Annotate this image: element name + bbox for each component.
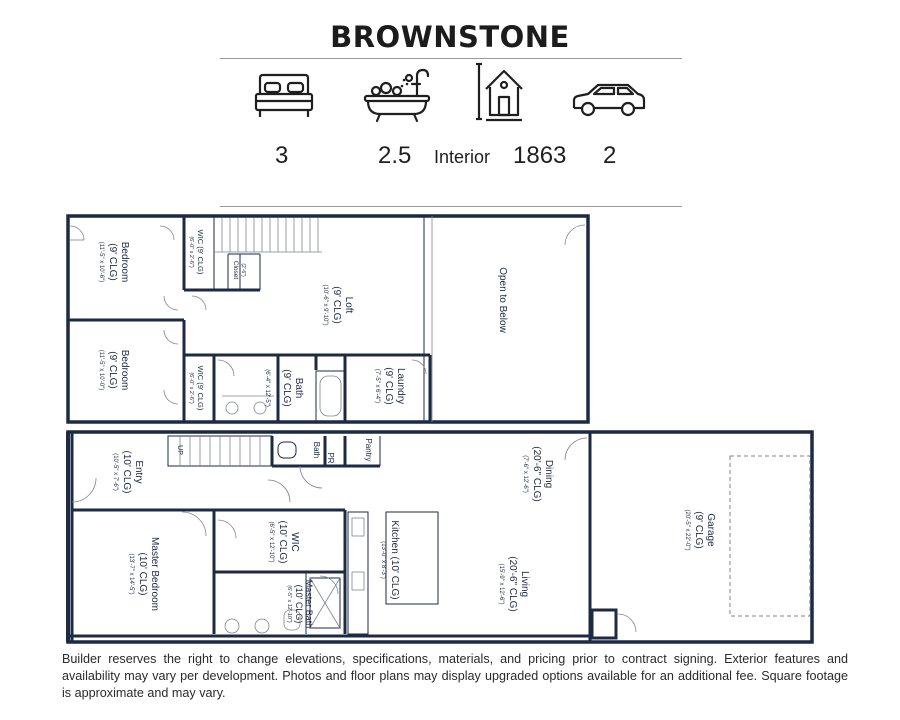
laundry-clg: (9' CLG) — [383, 367, 394, 405]
master-bedroom-dims: (13'-7" x 14'-5") — [128, 553, 134, 595]
wic-1-name: WIC (9' CLG) — [196, 229, 205, 275]
lower-wic-name: WIC — [289, 532, 300, 552]
plan-title: BROWNSTONE — [330, 20, 570, 54]
closet-name: Closet — [232, 260, 239, 280]
bedroom-2-clg: (9' CLG) — [107, 351, 118, 389]
garage-count: 2 — [603, 142, 617, 169]
dining-name: Dining — [543, 459, 554, 489]
master-bedroom-name: Master Bedroom — [149, 537, 160, 611]
master-bath-name: Master Bath — [304, 579, 314, 629]
living-name: Living — [519, 570, 530, 598]
bathrooms-count: 2.5 — [378, 142, 412, 169]
wic-2-dims: (6'-0" x 2'-6") — [188, 372, 194, 404]
entry-clg: (10' CLG) — [121, 450, 132, 494]
living-clg: (20'-6" CLG) — [507, 556, 518, 612]
master-bath-clg: (10' CLG) — [294, 584, 304, 624]
dining-clg: (20'-6" CLG) — [531, 446, 542, 502]
garage-dims: (20'-5" x 22'-0") — [684, 509, 690, 551]
bedroom-2-name: Bedroom — [119, 349, 130, 391]
open-to-below-label: Open to Below — [497, 267, 508, 333]
master-bedroom-clg: (10' CLG) — [137, 552, 148, 596]
bedroom-2-dims: (11'-5" x 10'-0") — [98, 349, 104, 391]
lower-wic-clg: (10' CLG) — [277, 520, 288, 564]
upper-bath-name: Bath — [293, 377, 304, 399]
living-dims: (15'-9" x 12'-6") — [498, 563, 504, 605]
stair-up-label: UP — [176, 445, 183, 455]
kitchen-dims: (13'-0" x 8'-3") — [380, 541, 386, 579]
dining-dims: (7'-6" x 12'-6") — [522, 455, 528, 493]
laundry-name: Laundry — [395, 367, 406, 405]
powder-bath-label: Bath — [312, 441, 321, 459]
garage-name: Garage — [705, 513, 716, 547]
kitchen-name: Kitchen (10' CLG) — [389, 520, 400, 600]
interior-sqft: 1863 — [513, 142, 567, 169]
bedrooms-count: 3 — [275, 142, 289, 169]
loft-dims: (10'-6" x 9'-10") — [322, 284, 328, 326]
loft-clg: (9' CLG) — [331, 286, 342, 324]
pantry-label: Pantry — [364, 438, 373, 462]
bedroom-1-clg: (9' CLG) — [107, 243, 118, 281]
interior-label: Interior — [434, 147, 491, 167]
master-bath-dims: (6'-5" x 12'-10") — [286, 585, 292, 623]
disclaimer-text: Builder reserves the right to change elevations, specifications, materials, and pricing prior to contract signing. Exterior features and availability may vary per development. Photos and floor plans may display upgraded options available for an additional fee. Square footage is approximate and may vary. — [62, 652, 848, 700]
bedroom-1-dims: (11'-5" x 10'-6") — [98, 241, 104, 283]
closet-dims: (2'-6") — [240, 263, 246, 277]
entry-dims: (10'-5" x 7'-6") — [112, 453, 118, 491]
powder-room-label: PR — [326, 452, 335, 464]
lower-wic-dims: (6'-5" x 12'-10") — [268, 521, 274, 563]
garage-clg: (9' CLG) — [693, 511, 704, 549]
bedroom-1-name: Bedroom — [119, 241, 130, 283]
wic-1-dims: (6'-0" x 2'-6") — [188, 236, 194, 268]
loft-name: Loft — [343, 296, 354, 314]
upper-bath-dims: (6'-4" x 12'-5") — [264, 369, 270, 407]
wic-2-name: WIC (9' CLG) — [196, 365, 205, 411]
entry-name: Entry — [133, 460, 144, 484]
laundry-dims: (7'-5" x 6'-4") — [374, 368, 380, 404]
upper-bath-clg: (9' CLG) — [281, 369, 292, 407]
